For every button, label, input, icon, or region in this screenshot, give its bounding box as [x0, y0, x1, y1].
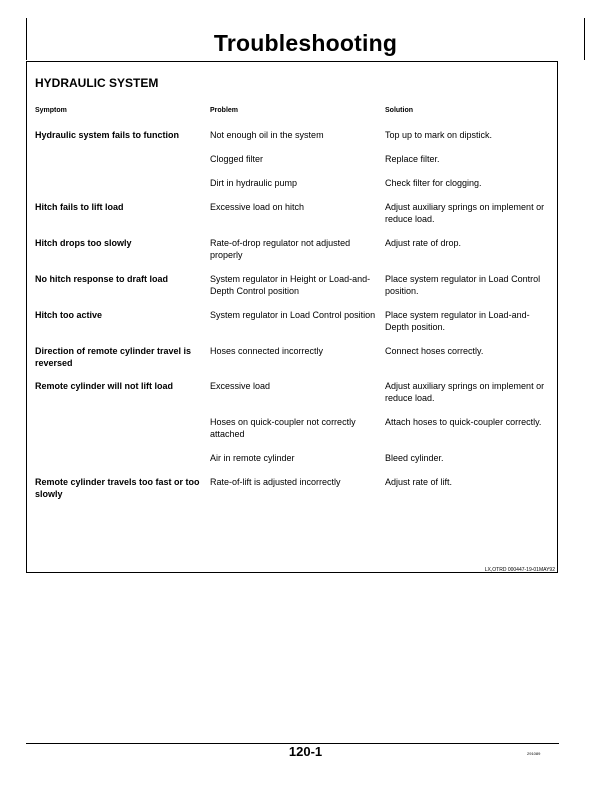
table-cell-solution: Top up to mark on dipstick. — [385, 130, 493, 140]
table-cell-solution: Check filter for clogging. — [385, 178, 482, 188]
table-cell-solution: Replace filter. — [385, 154, 440, 164]
table-cell-problem: Clogged filter — [210, 154, 264, 164]
table-cell-symptom: Hitch too active — [35, 310, 103, 320]
table-cell-symptom: Hitch fails to lift load — [35, 202, 124, 212]
table-cell-solution: Adjust rate of drop. — [385, 238, 462, 248]
footer-code: 291089 — [527, 751, 541, 756]
table-cell-solution: Connect hoses correctly. — [385, 346, 484, 356]
table-cell-solution: Bleed cylinder. — [385, 453, 444, 463]
table-cell-solution: Place system regulator in Load-and-Depth position. — [385, 310, 530, 332]
column-header-solution: Solution — [385, 107, 413, 114]
table-cell-problem: Rate-of-lift is adjusted incorrectly — [210, 477, 341, 487]
table-cell-symptom: Remote cylinder will not lift load — [35, 381, 174, 391]
table-cell-problem: Rate-of-drop regulator not adjusted properly — [210, 238, 351, 260]
table-cell-solution: Place system regulator in Load Control position. — [385, 274, 541, 296]
table-cell-symptom: Remote cylinder travels too fast or too slowly — [35, 477, 200, 499]
table-cell-symptom: Hydraulic system fails to function — [35, 130, 180, 140]
column-header-symptom: Symptom — [35, 107, 67, 114]
table-cell-symptom: Direction of remote cylinder travel is reversed — [35, 346, 192, 368]
page-title: Troubleshooting — [213, 30, 398, 56]
page-number: 120-1 — [288, 744, 323, 759]
table-cell-problem: Hoses on quick-coupler not correctly attached — [210, 417, 356, 439]
table-cell-problem: Excessive load on hitch — [210, 202, 305, 212]
table-cell-symptom: No hitch response to draft load — [35, 274, 169, 284]
column-header-problem: Problem — [210, 107, 239, 114]
table-cell-problem: Air in remote cylinder — [210, 453, 295, 463]
table-cell-problem: Excessive load — [210, 381, 271, 391]
table-cell-symptom: Hitch drops too slowly — [35, 238, 132, 248]
table-cell-problem: System regulator in Load Control position — [210, 310, 376, 320]
table-cell-solution: Attach hoses to quick-coupler correctly. — [385, 417, 542, 427]
table-cell-problem: System regulator in Height or Load-and-Depth Control position — [210, 274, 371, 296]
table-cell-solution: Adjust rate of lift. — [385, 477, 453, 487]
table-cell-problem: Dirt in hydraulic pump — [210, 178, 298, 188]
table-cell-problem: Hoses connected incorrectly — [210, 346, 324, 356]
section-heading: HYDRAULIC SYSTEM — [35, 76, 159, 90]
table-cell-solution: Adjust auxiliary springs on implement or reduce load. — [385, 381, 545, 403]
table-cell-problem: Not enough oil in the system — [210, 130, 324, 140]
table-cell-solution: Adjust auxiliary springs on implement or reduce load. — [385, 202, 545, 224]
reference-code: LX,OTRD 000447-19-01MAY92 — [484, 567, 555, 573]
